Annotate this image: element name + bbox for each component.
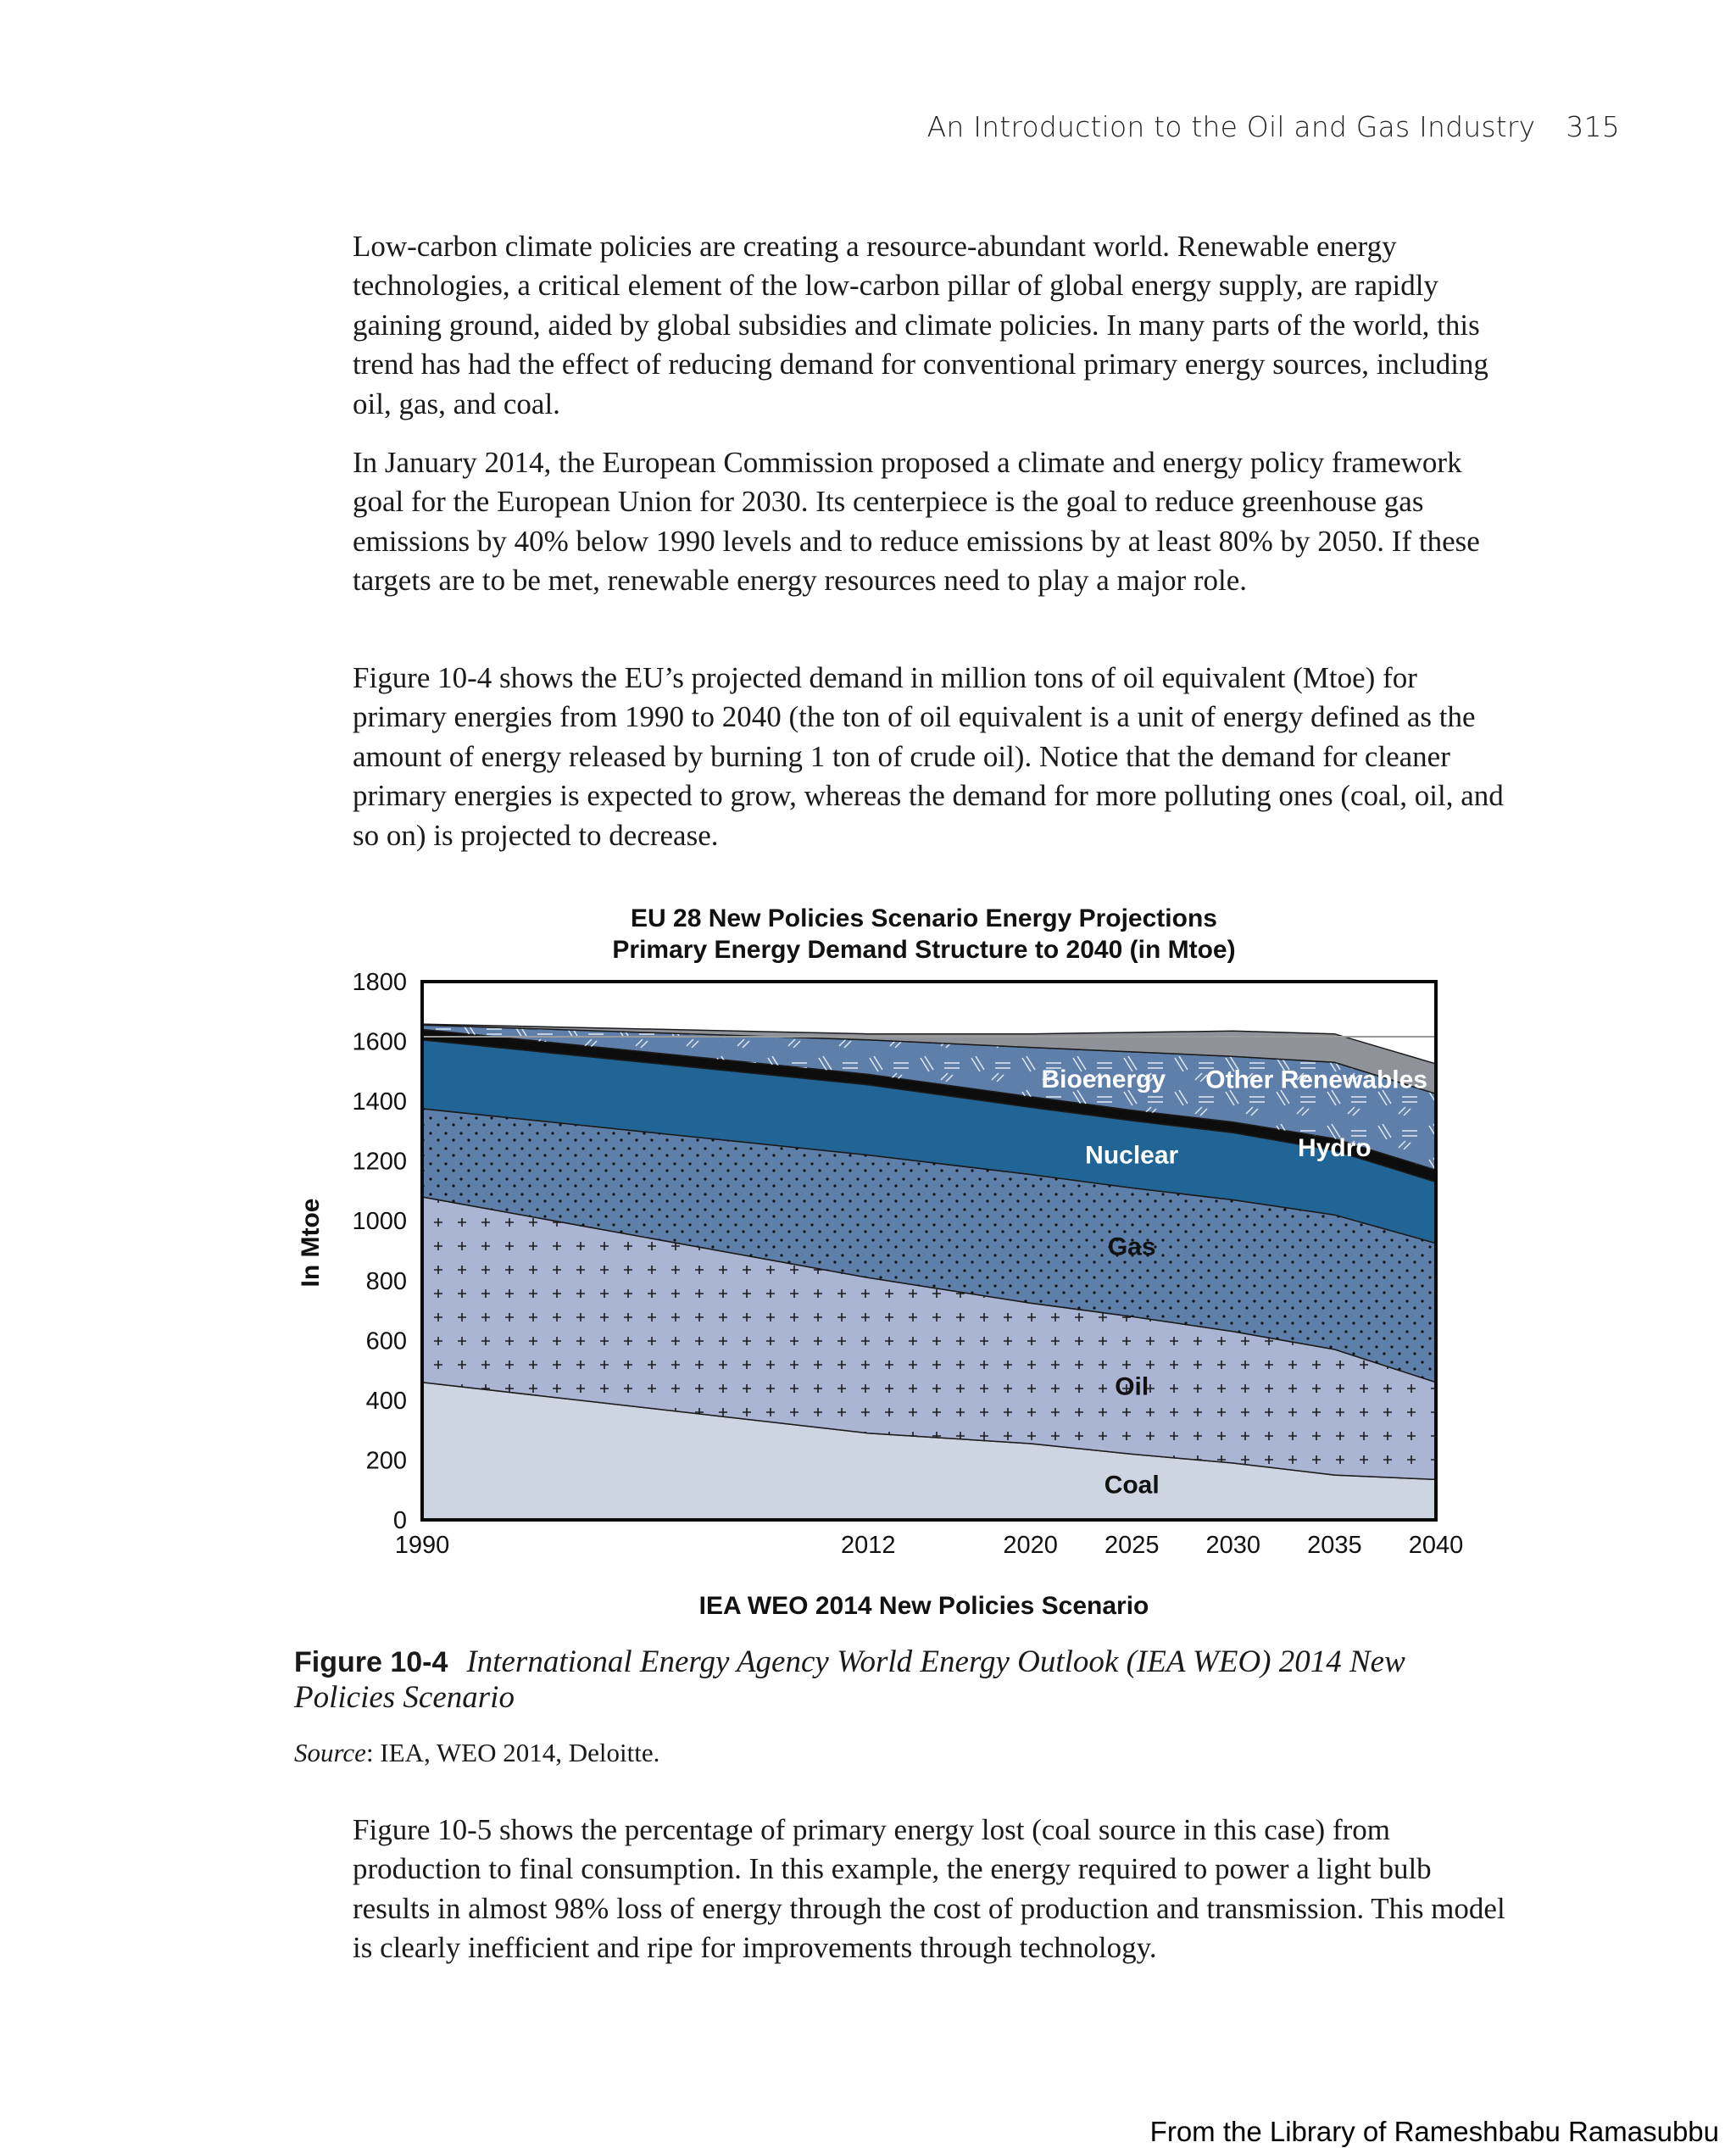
y-tick-label: 1800 xyxy=(352,969,407,996)
running-title: An Introduction to the Oil and Gas Industry xyxy=(926,110,1536,143)
plot-area xyxy=(422,1024,1436,1520)
series-label-hydro: Hydro xyxy=(1298,1134,1372,1163)
y-tick-label: 1600 xyxy=(352,1028,407,1056)
chart-title: EU 28 New Policies Scenario Energy Projections xyxy=(631,904,1217,932)
y-tick-label: 400 xyxy=(365,1387,407,1415)
paragraph-4: Figure 10-5 shows the percentage of primary energy lost (coal source in this case) from production to final consumption. In this example, the energy required to power a light bulb results in almost 98% loss of energy through the cost of production and transmission. This model is clearly inefficient and ripe for improvements through technology. xyxy=(353,1813,1505,1965)
y-tick-label: 1400 xyxy=(352,1088,407,1116)
series-label-oil: Oil xyxy=(1115,1372,1149,1401)
page-number: 315 xyxy=(1566,110,1620,143)
figure-source xyxy=(294,1738,659,1768)
series-label-bioenergy: Bioenergy xyxy=(1041,1065,1166,1093)
x-tick-label: 2040 xyxy=(1408,1532,1464,1559)
y-axis xyxy=(352,969,407,1534)
x-axis xyxy=(395,1532,1464,1559)
y-tick-label: 1000 xyxy=(352,1208,407,1236)
x-tick-label: 1990 xyxy=(394,1532,450,1559)
source-label: Source xyxy=(294,1738,366,1767)
x-tick-label: 2012 xyxy=(840,1532,896,1559)
x-axis-label: IEA WEO 2014 New Policies Scenario xyxy=(698,1592,1149,1620)
y-axis-label: In Mtoe xyxy=(297,1198,325,1288)
x-tick-label: 2035 xyxy=(1307,1532,1362,1559)
y-tick-label: 1200 xyxy=(352,1148,407,1176)
figure-caption xyxy=(294,1644,1481,1716)
series-label-nuclear: Nuclear xyxy=(1085,1141,1179,1170)
x-tick-label: 2030 xyxy=(1205,1532,1261,1559)
x-tick-label: 2020 xyxy=(1003,1532,1058,1559)
series-label-coal: Coal xyxy=(1104,1471,1160,1500)
source-text: : IEA, WEO 2014, Deloitte. xyxy=(365,1738,660,1767)
x-tick-label: 2025 xyxy=(1104,1532,1160,1559)
figure-caption-text: International Energy Agency World Energy Outlook (IEA WEO) 2014 New Policies Scenario xyxy=(294,1644,1405,1715)
paragraph-3: Figure 10-4 shows the EU’s projected demand in million tons of oil equivalent (Mtoe) for primary energies from 1990 to 2040 (the ton of oil equivalent is a unit of energy defined as the amount of energy released by burning 1 ton of crude oil). Notice that the demand for cleaner primary energies is expected to grow, whereas the demand for more polluting ones (coal, oil, and so on) is projected to decrease. xyxy=(353,661,1504,852)
series-label-other-renewables: Other Renewables xyxy=(1205,1066,1427,1094)
y-tick-label: 800 xyxy=(365,1267,407,1295)
y-tick-label: 200 xyxy=(365,1447,407,1475)
library-watermark: From the Library of Rameshbabu Ramasubbu xyxy=(1149,2116,1719,2147)
series-label-gas: Gas xyxy=(1107,1233,1156,1261)
y-tick-label: 0 xyxy=(392,1507,407,1534)
figure-number: Figure 10-4 xyxy=(294,1646,448,1678)
paragraph-1: Low-carbon climate policies are creating a resource-abundant world. Renewable energy technologies, a critical element of the low-carbon pillar of global energy supply, are rapidly gaining ground, aided by global subsidies and climate policies. In many parts of the world, this trend has had the effect of reducing demand for conventional primary energy sources, including oil, gas, and coal. xyxy=(353,230,1488,420)
y-tick-label: 600 xyxy=(365,1327,407,1355)
paragraph-2: In January 2014, the European Commission proposed a climate and energy policy framework goal for the European Union for 2030. Its centerpiece is the goal to reduce greenhouse gas emissions by 40% below 1990 levels and to reduce emissions by at least 80% by 2050. If these targets are to be met, renewable energy resources need to play a major role. xyxy=(353,446,1480,598)
chart-subtitle: Primary Energy Demand Structure to 2040 (in Mtoe) xyxy=(612,936,1236,964)
